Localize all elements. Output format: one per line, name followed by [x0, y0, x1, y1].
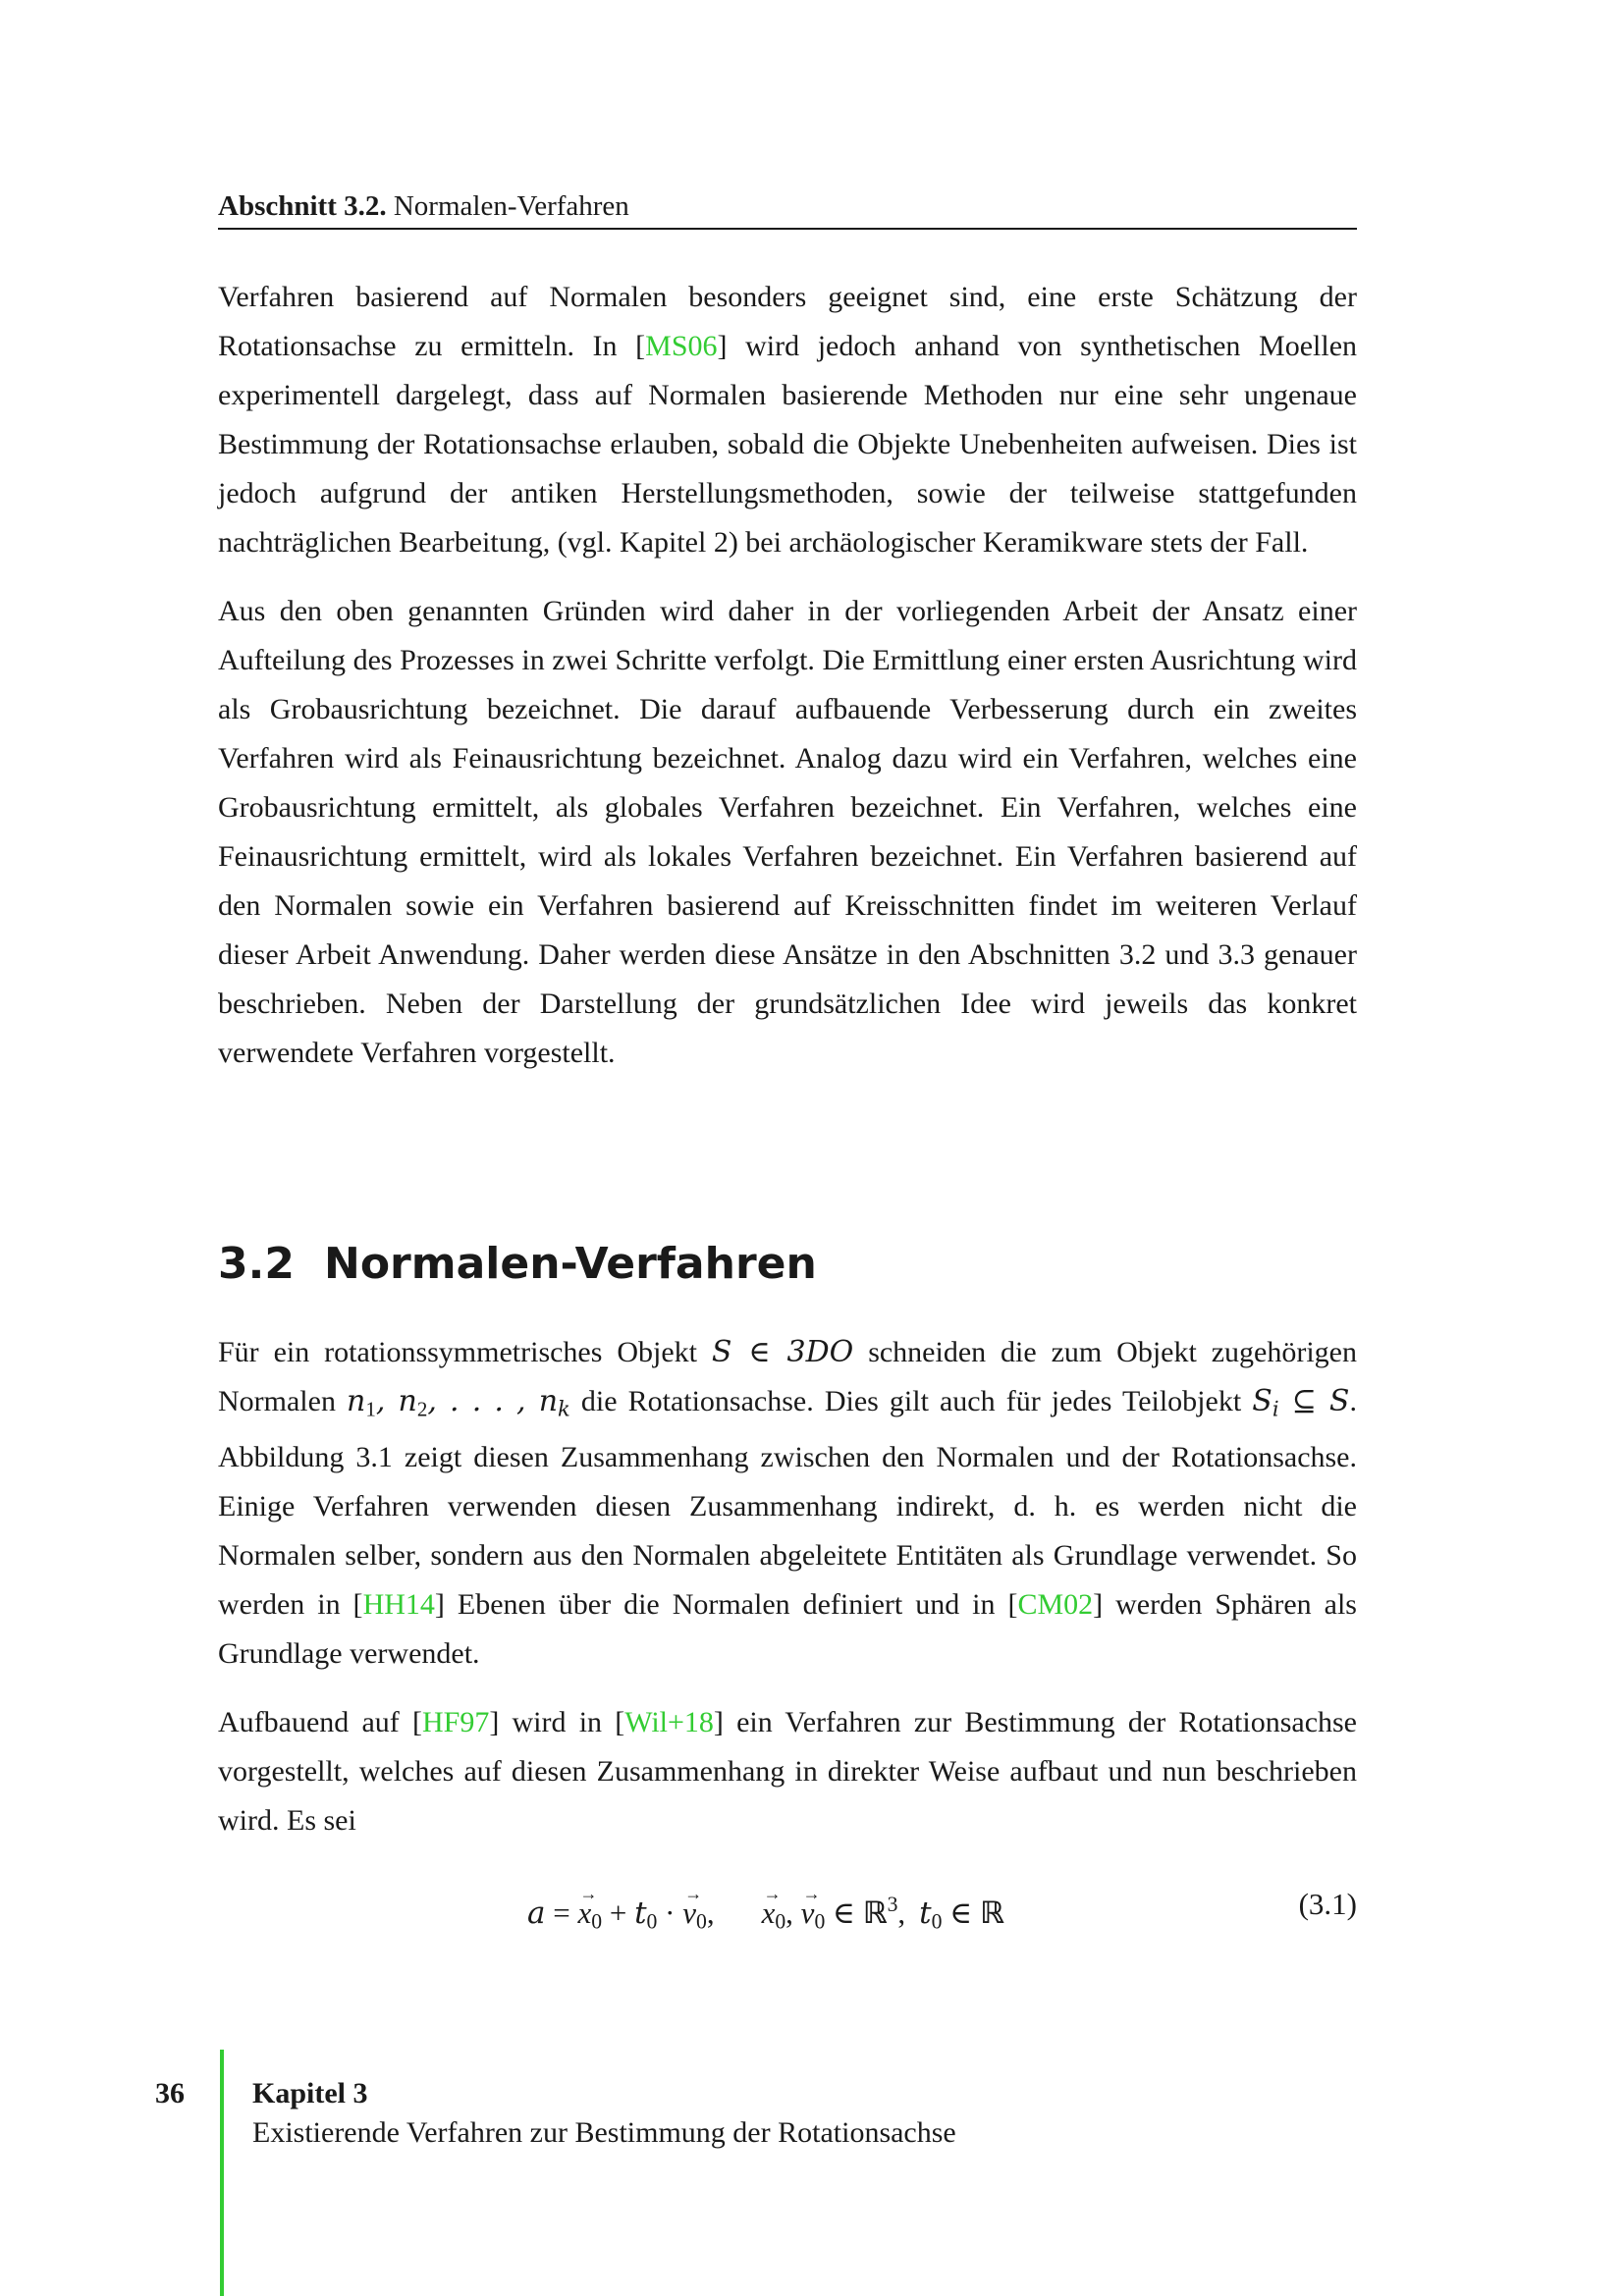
- text-run: Aufbauend auf [: [218, 1706, 422, 1739]
- citation-link[interactable]: HF97: [421, 1706, 490, 1739]
- math-symbol: n: [398, 1384, 417, 1418]
- text-run: schneiden die zum Objekt zugehörigen Normalen: [218, 1336, 1357, 1417]
- math-separator: ,: [785, 1895, 801, 1930]
- text-run: ] wird in [: [489, 1706, 625, 1739]
- equation: [218, 1880, 1357, 1934]
- math-operator: +: [602, 1895, 635, 1930]
- footer-chapter: Kapitel 3: [252, 2077, 368, 2109]
- text-run: ] wird jedoch anhand von synthetischen Moellen experimentell dargelegt, dass auf Normalen basierende Methoden nur eine sehr ungenaue Bestimmung der Rotationsachse erlauben, sobald die Objekte Unebenheiten aufweisen. Dies ist jedoch aufgrund der antiken Herstellungsmethoden, sowie der teilweise stattgefunden nachträglichen Bearbeitung, (vgl. Kapitel 2) bei archäologischer Keramikware stets der Fall.: [218, 330, 1358, 559]
- math-separator: ,: [375, 1384, 399, 1418]
- section-text: [218, 1328, 1357, 1865]
- math-reals: ℝ: [979, 1895, 1004, 1931]
- math-reals: ℝ: [862, 1895, 888, 1931]
- math-subscript: k: [558, 1397, 570, 1421]
- math-ellipsis: , . . . ,: [427, 1384, 539, 1418]
- paragraph: Aus den oben genannten Gründen wird daher in der vorliegenden Arbeit der Ansatz einer Aufteilung des Prozesses in zwei Schritte verfolgt. Die Ermittlung einer ersten Ausrichtung wird als Grobausrichtung bezeichnet. Die darauf aufbauende Verbesserung durch ein zweites Verfahren wird als Feinausrichtung bezeichnet. Analog dazu wird ein Verfahren, welches eine Grobausrichtung ermittelt, als globales Verfahren bezeichnet. Ein Verfahren, welches eine Feinausrichtung ermittelt, wird als lokales Verfahren bezeichnet. Ein Verfahren basierend auf den Normalen sowie ein Verfahren basierend auf Kreisschnitten findet im weiteren Verlauf dieser Arbeit Anwendung. Daher werden diese Ansätze in den Abschnitten 3.2 und 3.3 genauer beschrieben. Neben der Darstellung der grundsätzlichen Idee wird jeweils das konkret verwendete Verfahren vorgestellt.: [218, 595, 1357, 1069]
- paragraph: [218, 1698, 1357, 1845]
- math-vector: → v: [801, 1889, 815, 1938]
- citation-link[interactable]: Wil+18: [624, 1706, 714, 1739]
- math-expression: ⊆ S: [1278, 1384, 1350, 1418]
- header-label: Abschnitt 3.2.: [218, 190, 387, 222]
- section-heading: [218, 1237, 1357, 1292]
- math-symbol: S: [711, 1335, 732, 1369]
- math-vector: → x: [577, 1889, 591, 1938]
- math-subscript: 0: [775, 1909, 786, 1934]
- footer-chapter-title: Existierende Verfahren zur Bestimmung der Rotationsachse: [252, 2116, 956, 2149]
- math-subscript: 1: [365, 1397, 376, 1421]
- math-subscript: 2: [416, 1397, 428, 1421]
- math-symbol: t: [919, 1895, 932, 1931]
- header-title: Normalen-Verfahren: [393, 190, 629, 222]
- math-subscript: 0: [695, 1909, 707, 1934]
- section-title: Normalen-Verfahren: [324, 1239, 817, 1289]
- math-symbol: n: [347, 1384, 366, 1418]
- math-superscript: 3: [887, 1893, 898, 1916]
- math-operator: =: [545, 1895, 578, 1930]
- math-operator: ∈: [825, 1895, 863, 1930]
- citation-link[interactable]: CM02: [1017, 1588, 1094, 1622]
- text-run: Für ein rotationssymmetrisches Objekt: [218, 1336, 712, 1368]
- math-symbol: n: [538, 1384, 559, 1418]
- math-subscript: i: [1272, 1397, 1279, 1421]
- equation-number: (3.1): [1298, 1887, 1357, 1921]
- math-subscript: 0: [646, 1909, 658, 1934]
- math-expression: ∈ 3DO: [731, 1335, 854, 1369]
- text-run: . Abbildung 3.1 zeigt diesen Zusammenhang zwischen den Normalen und der Rotationsachse. Einige Verfahren verwenden diesen Zusammenhang indirekt, d. h. es werden nicht die Normalen selber, sondern aus den Normalen abgeleitete Entitäten als Grundlage verwendet. So werden in [: [218, 1385, 1357, 1622]
- page-number: 36: [155, 2077, 185, 2109]
- math-vector: → x: [762, 1889, 776, 1938]
- equation-formula: [527, 1880, 1004, 1946]
- math-operator: ∈: [942, 1895, 980, 1930]
- math-separator: ,: [897, 1895, 906, 1930]
- math-operator: ·: [657, 1895, 683, 1930]
- citation-link[interactable]: HH14: [362, 1588, 435, 1622]
- text-run: Verfahren basierend auf Normalen besonders geeignet sind, eine erste Schätzung der Rotationsachse zu ermitteln. In [: [218, 281, 1357, 362]
- paragraph: [218, 273, 1357, 567]
- text-run: ] ein Verfahren zur Bestimmung der Rotationsachse vorgestellt, welches auf diesen Zusammenhang in direkter Weise aufbaut und nun beschrieben wird. Es sei: [218, 1706, 1357, 1838]
- footer-accent-bar: [220, 2050, 224, 2296]
- running-header: [218, 187, 1357, 230]
- text-run: ] Ebenen über die Normalen definiert und in [: [434, 1588, 1018, 1622]
- math-separator: ,: [706, 1895, 715, 1930]
- citation-link[interactable]: MS06: [645, 330, 718, 362]
- math-vector: → v: [682, 1889, 696, 1938]
- math-symbol: t: [634, 1895, 647, 1931]
- math-symbol: S: [1252, 1384, 1272, 1418]
- paragraph: [218, 1328, 1357, 1679]
- math-subscript: 0: [931, 1909, 943, 1934]
- math-subscript: 0: [591, 1909, 603, 1934]
- section-number: 3.2: [218, 1239, 295, 1289]
- text-run: die Rotationsachse. Dies gilt auch für jedes Teilobjekt: [569, 1385, 1253, 1417]
- text-run: ] werden Sphären als Grundlage verwendet.: [218, 1588, 1357, 1671]
- math-symbol: a: [527, 1895, 546, 1931]
- math-subscript: 0: [814, 1909, 826, 1934]
- intro-text: [218, 273, 1357, 1097]
